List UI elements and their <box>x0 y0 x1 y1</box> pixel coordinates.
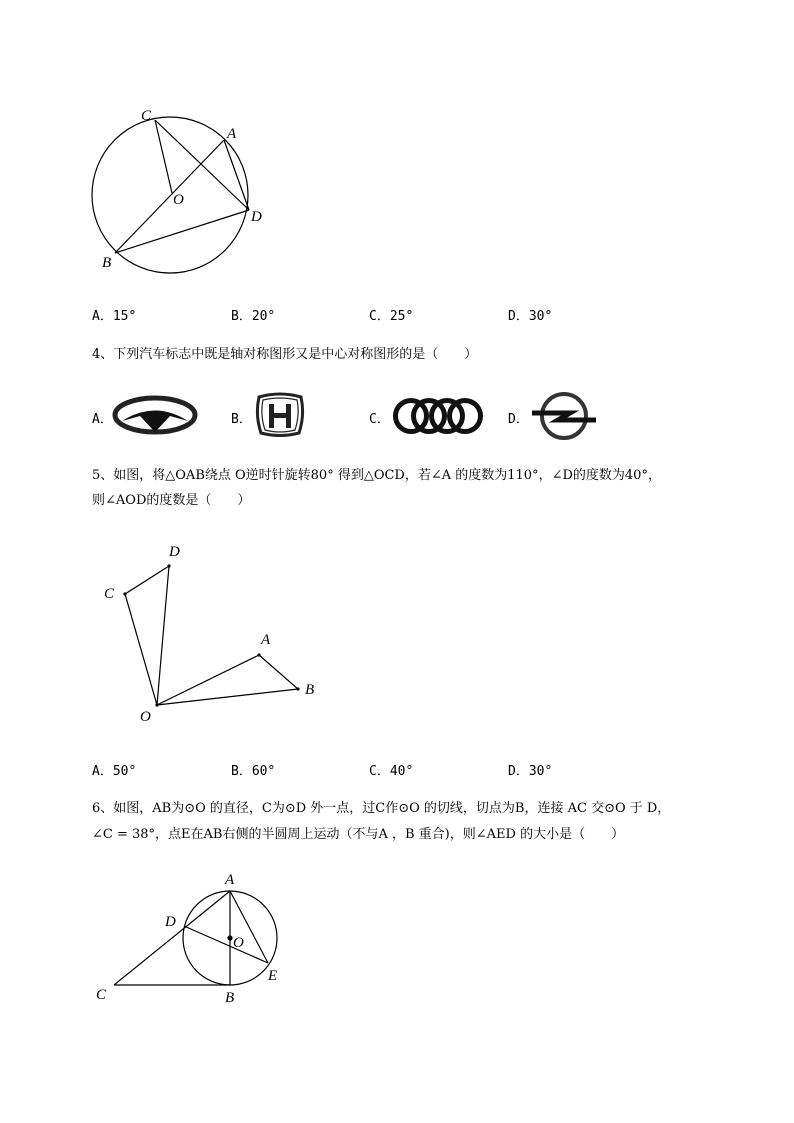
label-a: A <box>227 126 237 142</box>
q5-option-c: C．40° <box>369 764 414 779</box>
q5-question-line1: 5、如图，将△OAB绕点 O逆时针旋转80° 得到△OCD，若∠A 的度数为110°，∠D的度数为40°， <box>92 468 661 483</box>
q5-option-d: D．30° <box>508 764 553 779</box>
label-b: B <box>305 682 315 698</box>
label-b: B <box>102 255 112 271</box>
q6-question-line2: ∠C = 38°，点E在AB右侧的半圆周上运动（不与A ，B 重合)，则∠AED 的大小是（ ） <box>92 827 625 842</box>
rotation-figure <box>95 538 335 733</box>
label-b: B <box>225 990 235 1006</box>
q4-option-b: B． <box>231 412 252 427</box>
label-a: A <box>225 872 235 888</box>
q3-option-c: C．25° <box>369 309 414 324</box>
q4-option-d: D． <box>508 412 529 427</box>
q5-option-a: A．50° <box>92 764 137 779</box>
label-e: E <box>268 968 278 984</box>
circle-figure-1 <box>85 100 275 280</box>
q5-option-b: B．60° <box>231 764 276 779</box>
label-c: C <box>96 987 107 1003</box>
q4-option-c: C． <box>369 412 390 427</box>
label-o: O <box>140 709 151 725</box>
label-o: O <box>233 935 244 951</box>
infiniti-logo-icon <box>112 394 198 436</box>
label-a: A <box>261 632 271 648</box>
q4-question: 4、下列汽车标志中既是轴对称图形又是中心对称图形的是（ ） <box>92 347 478 362</box>
label-c: C <box>104 586 115 602</box>
q3-option-b: B．20° <box>231 309 276 324</box>
q3-option-d: D．30° <box>508 309 553 324</box>
label-d: D <box>169 544 180 560</box>
tangent-figure <box>90 864 300 1010</box>
audi-logo-icon <box>392 396 484 436</box>
q6-question-line1: 6、如图，AB为⊙O 的直径，C为⊙D 外一点，过C作⊙O 的切线，切点为B，连接 AC 交⊙O 于 D， <box>92 801 671 816</box>
q3-option-a: A．15° <box>92 309 137 324</box>
q4-option-a: A． <box>92 412 113 427</box>
label-d: D <box>165 914 176 930</box>
opel-logo-icon <box>530 390 600 442</box>
label-c: C <box>141 108 152 124</box>
label-d: D <box>251 209 262 225</box>
q5-question-line2: 则∠AOD的度数是（ ） <box>92 493 251 508</box>
honda-logo-icon <box>253 391 307 439</box>
label-o: O <box>173 192 184 208</box>
